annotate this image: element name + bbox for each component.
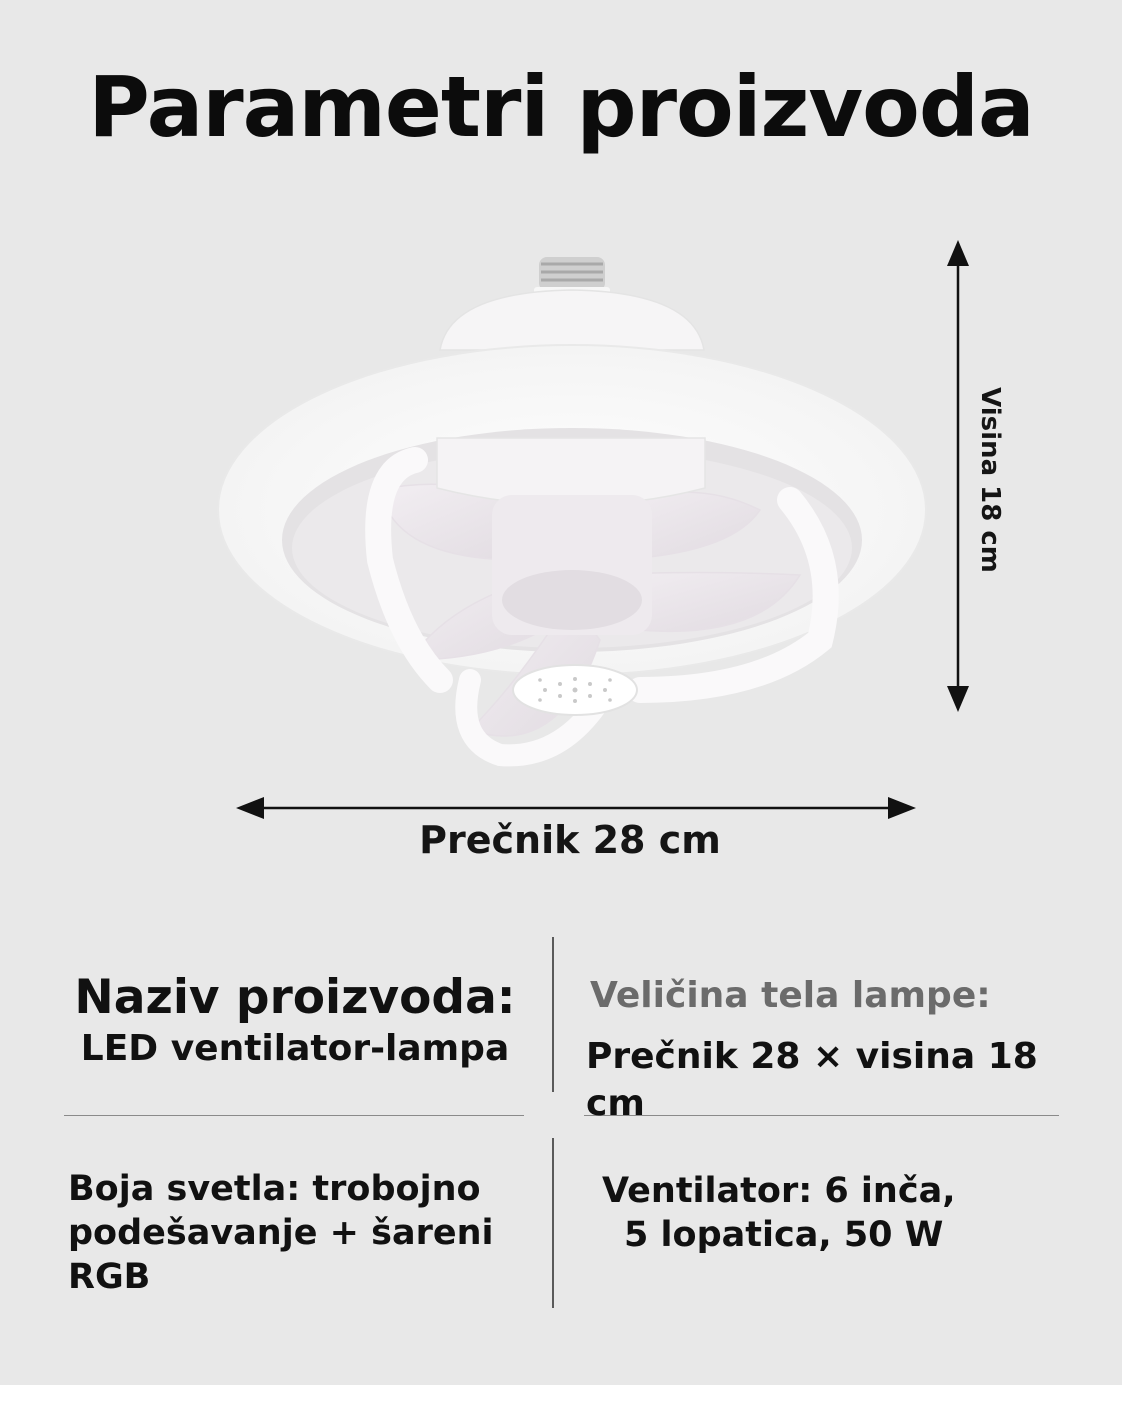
spec-product-name [40, 970, 550, 1073]
fan-line1: Ventilator: 6 inča, [602, 1171, 956, 1211]
light-color-line2: podešavanje + šareni RGB [68, 1212, 494, 1297]
page-title: Parametri proizvoda [88, 58, 1034, 156]
light-color-line1: Boja svetla: trobojno [68, 1169, 481, 1209]
bottom-strip [0, 1385, 1122, 1402]
body-size-heading: Veličina tela lampe: [590, 975, 991, 1016]
width-arrow [236, 797, 916, 819]
spec-light-color [68, 1168, 548, 1299]
divider-vertical-top [552, 937, 554, 1092]
fan-line2: 5 lopatica, 50 W [624, 1214, 944, 1255]
divider-vertical-bottom [552, 1138, 554, 1308]
motor-housing [437, 438, 705, 505]
spec-body-size [560, 973, 1080, 1127]
height-arrow [947, 240, 969, 712]
speaker-grill [513, 665, 637, 715]
divider-horizontal-left [64, 1115, 524, 1116]
diameter-label: Prečnik 28 cm [419, 818, 721, 862]
height-label: Visina 18 cm [975, 387, 1005, 573]
top-dome [440, 290, 704, 350]
body-size-value: Prečnik 28 × visina 18 cm [586, 1035, 1038, 1124]
spec-fan [560, 1170, 980, 1258]
product-name-value: LED ventilator-lampa [80, 1028, 510, 1070]
product-name-heading: Naziv proizvoda: [74, 970, 516, 1025]
